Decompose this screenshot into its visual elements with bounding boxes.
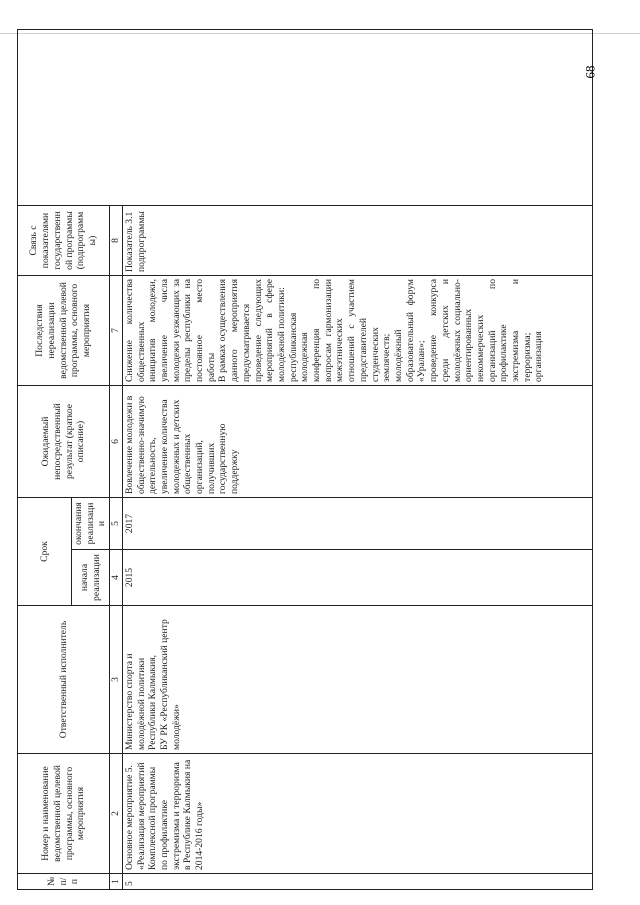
header-row-1 (18, 30, 72, 890)
row-program-name: Основное мероприятие 5. «Реализация мероприятий Комплексной программы по профилактике экстремизма и терроризма в Республике Калмыкия на 2014-2016 годы» (122, 754, 592, 874)
row-executor (122, 606, 592, 754)
row-start-year: 2015 (122, 550, 592, 606)
col-number: 6 (110, 386, 123, 498)
header-executor: Ответственный исполнитель (18, 606, 110, 754)
col-number: 3 (110, 606, 123, 754)
col-number: 5 (110, 498, 123, 550)
row-indicator-link: Показатель 3.1 подпрограммы (122, 206, 592, 276)
header-consequences: Последствия нереализации ведомственной целевой программы, основного мероприятия (18, 276, 110, 386)
col-number: 4 (110, 550, 123, 606)
consequence-text: республиканская молодежная конференция по вопросам гармонизации межэтнических отношений с участием представителей студенческих землячеств; (287, 279, 393, 382)
header-number: № п/п (18, 874, 110, 890)
col-number: 7 (110, 276, 123, 386)
row-number: 5 (122, 874, 592, 890)
col-number: 1 (110, 874, 123, 890)
consequence-text: молодёжный образовательный форум «Уралан»; (392, 279, 428, 382)
consequence-text: проведение конкурса среди детских и молодёжных социально-ориентированных некоммерческих организаций по профилактике экстремизма и терроризма; (428, 279, 533, 382)
header-indicator-link: Связь с показателями государственной программы (подпрограммы) (18, 206, 110, 276)
header-end: окончания реализации (72, 498, 110, 550)
executor-youth-center: БУ РК «Республиканский центр молодёжи» (158, 619, 182, 750)
executor-ministry: Министерство спорта и молодёжной политики Республики Калмыкия, (123, 653, 159, 750)
empty-column (18, 30, 593, 206)
consequence-text: В рамках осуществления данного мероприятия предусматривается проведение следующих мероприятий в сфере молодёжной политики: (217, 279, 287, 382)
col-number: 2 (110, 754, 123, 874)
program-table (17, 29, 593, 890)
consequence-text: организация (533, 331, 545, 382)
consequence-text: Снижение количества общественных инициатив молодежи, увеличение числа молодежи уезжающих за пределы республики на постоянное место работы (123, 279, 217, 382)
header-expected-result: Ожидаемый непосредственный результат (краткое описание) (18, 386, 110, 498)
row-consequences (122, 276, 592, 386)
header-start: начала реализации (72, 550, 110, 606)
header-program-name: Номер и наименование ведомственной целевой программы, основного мероприятия (18, 754, 110, 874)
header-term: Срок (18, 498, 72, 606)
page-number: 68 (582, 65, 598, 79)
row-expected-result: Вовлечение молодежи в общественно-значимую деятельность, увеличение количества молодежных и детских общественных организаций, получивших государственную поддержку (122, 386, 592, 498)
col-number: 8 (110, 206, 123, 276)
row-end-year: 2017 (122, 498, 592, 550)
rotated-table-container (17, 30, 607, 890)
